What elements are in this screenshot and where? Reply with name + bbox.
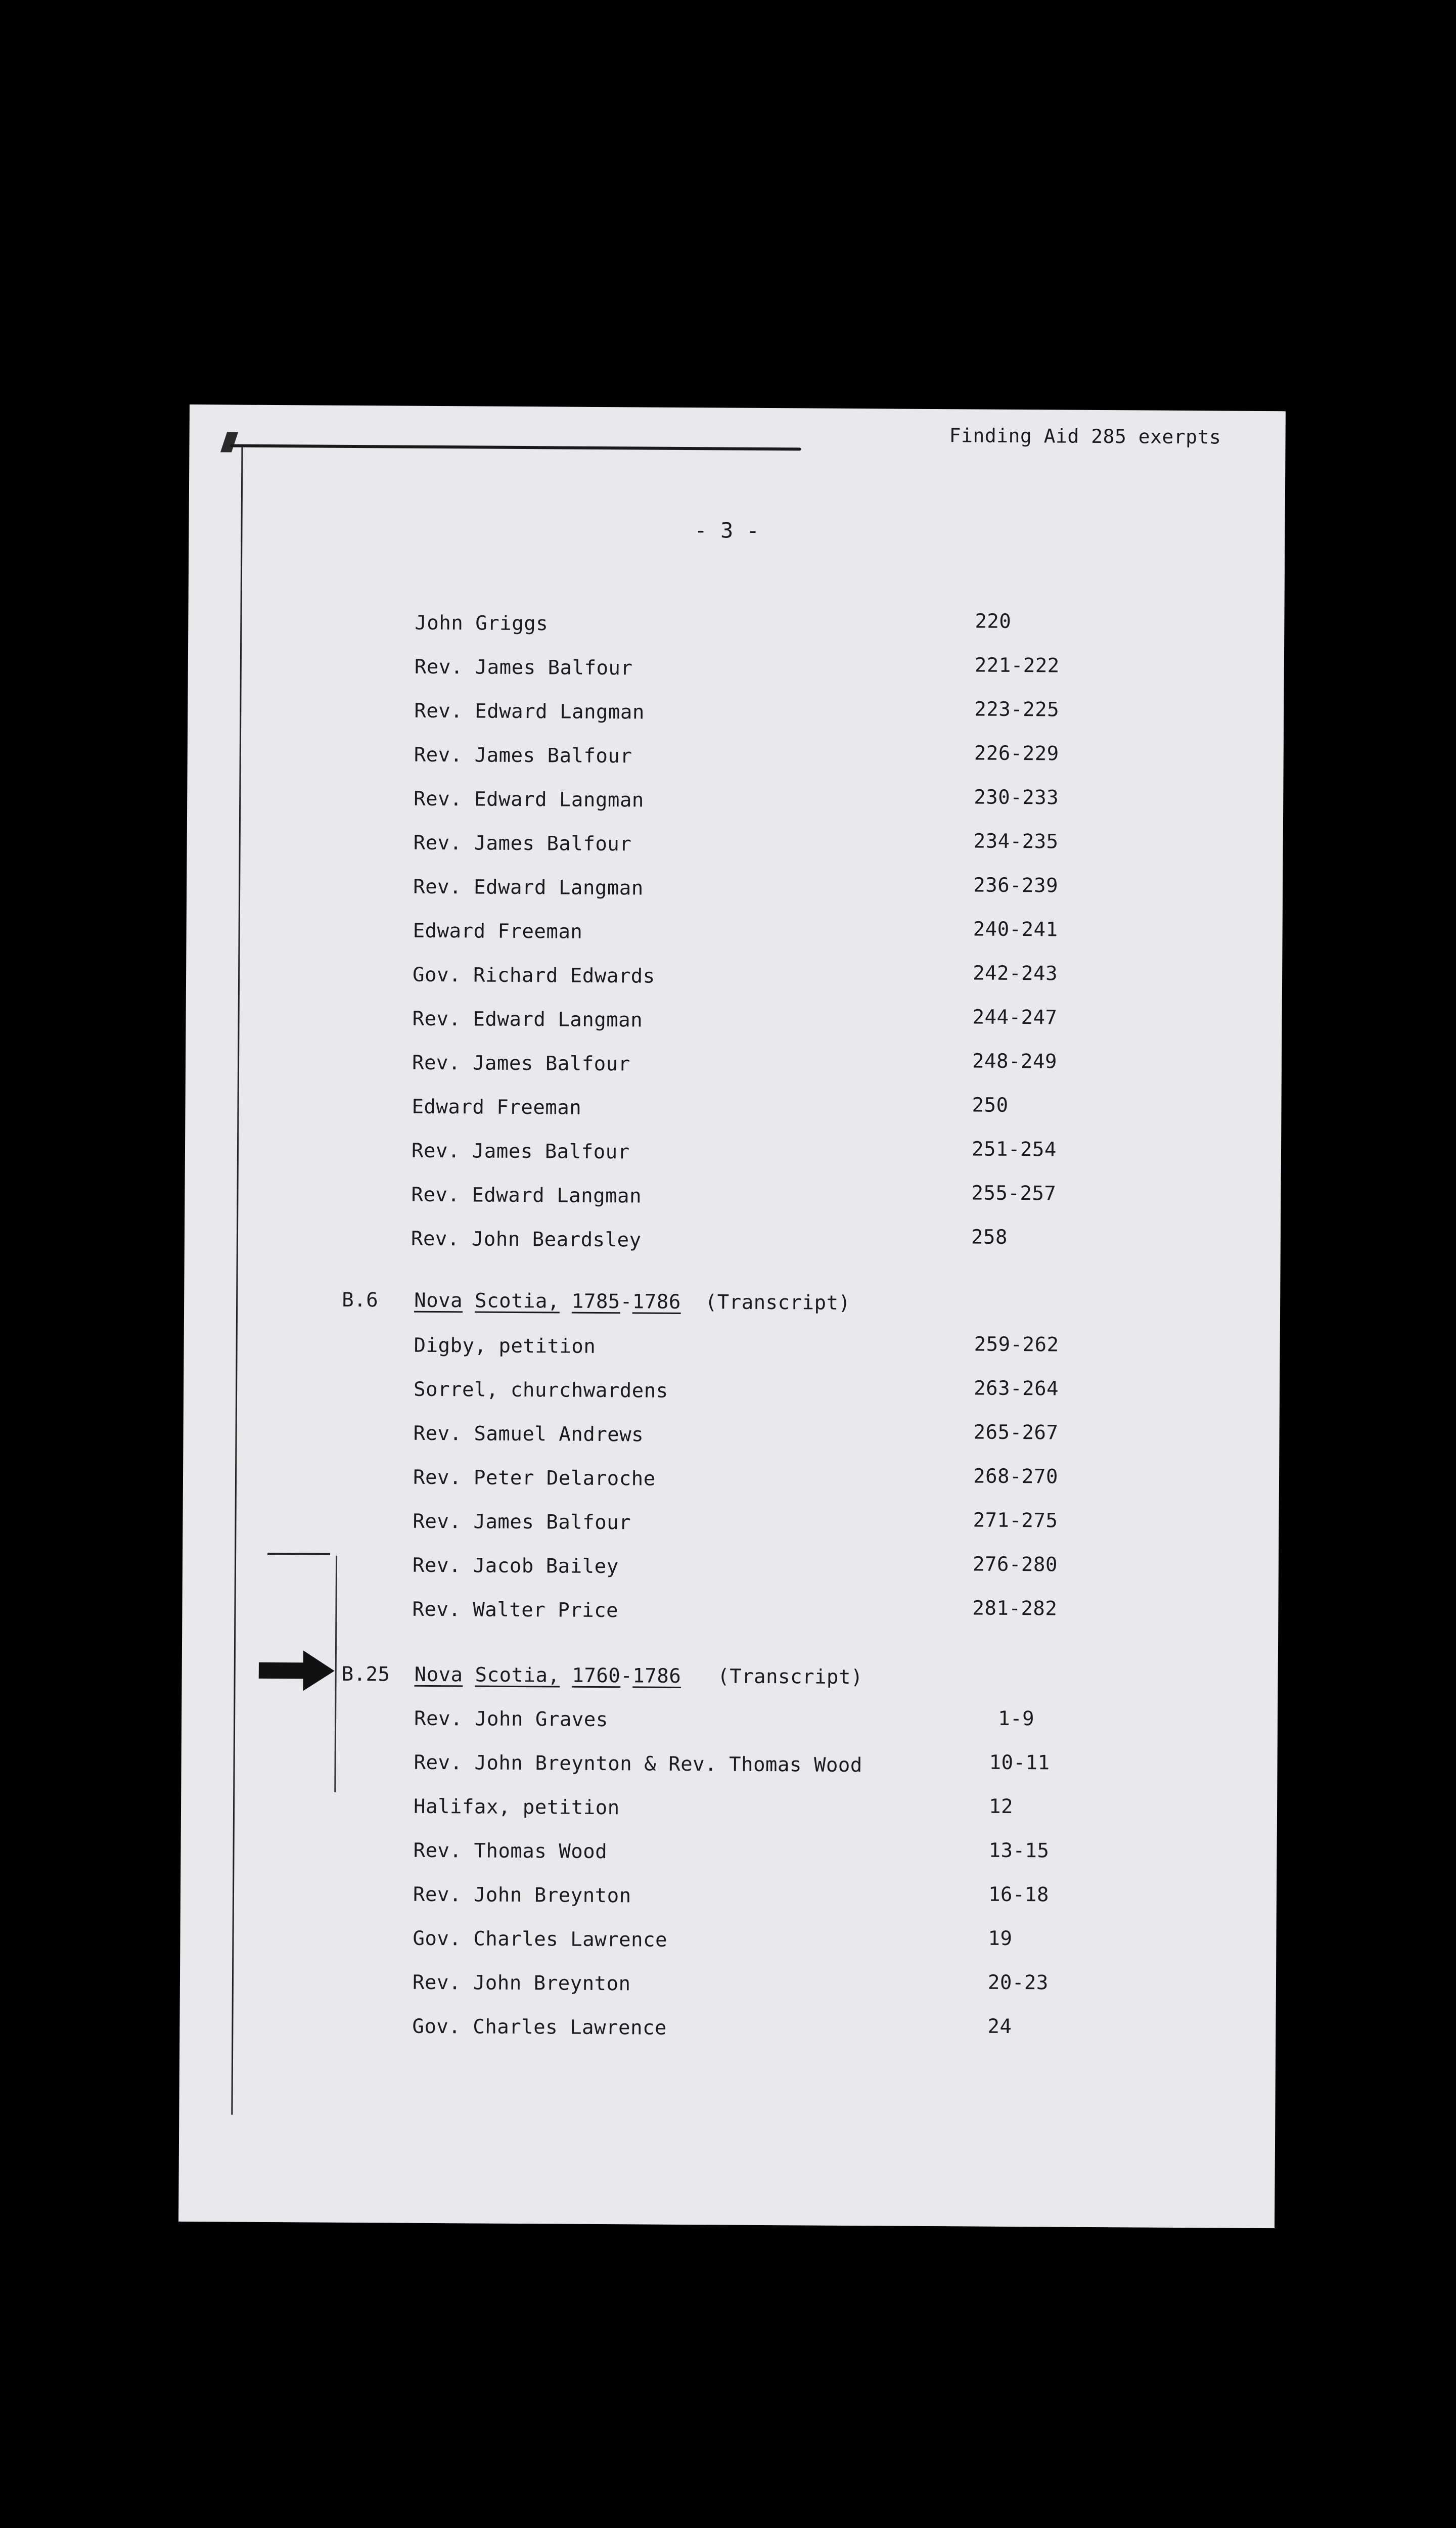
entry-name: Rev. Edward Langman	[414, 699, 645, 724]
entry-name: Edward Freeman	[412, 1095, 582, 1119]
section-code: B.25	[341, 1662, 390, 1686]
heading-year-start: 1785	[571, 1290, 620, 1314]
entry-name: Rev. James Balfour	[412, 1051, 630, 1076]
corner-mark	[220, 432, 238, 452]
entry-pages: 226-229	[974, 742, 1059, 765]
heading-year-start: 1760	[572, 1664, 621, 1688]
entry-pages: 20-23	[987, 1971, 1049, 1995]
entry-name: Edward Freeman	[413, 919, 583, 943]
margin-bracket-line	[334, 1556, 337, 1792]
entry-pages: 240-241	[973, 918, 1058, 941]
entry-pages: 24	[987, 2015, 1012, 2038]
entry-pages: 236-239	[973, 874, 1059, 897]
left-margin-rule	[231, 446, 243, 2115]
heading-place: Nova	[414, 1289, 463, 1313]
entry-name: Rev. James Balfour	[413, 831, 632, 856]
entry-name: Gov. Richard Edwards	[412, 963, 655, 988]
entry-pages: 281-282	[972, 1597, 1058, 1620]
entry-name: John Griggs	[415, 611, 549, 636]
finding-aid-reference: Finding Aid 285 exerpts	[949, 424, 1221, 448]
entry-name: Rev. Edward Langman	[411, 1183, 642, 1208]
entry-name: Rev. John Graves	[414, 1707, 608, 1732]
entry-name: Rev. Edward Langman	[412, 1007, 643, 1032]
entry-name: Rev. Edward Langman	[413, 875, 644, 900]
heading-dash: -	[620, 1290, 632, 1314]
entry-pages: 259-262	[974, 1333, 1059, 1357]
entry-pages: 19	[988, 1927, 1013, 1950]
entry-name: Rev. Jacob Bailey	[412, 1554, 619, 1578]
entry-name: Digby, petition	[414, 1334, 596, 1358]
entry-pages: 248-249	[972, 1050, 1058, 1073]
entry-pages: 268-270	[973, 1465, 1059, 1488]
entry-pages: 12	[988, 1795, 1014, 1819]
entry-name: Rev. John Breynton & Rev. Thomas Wood	[414, 1751, 862, 1777]
heading-place: Nova	[414, 1663, 463, 1687]
entry-name: Halifax, petition	[413, 1795, 620, 1820]
entry-pages: 1-9	[998, 1707, 1035, 1731]
entry-pages: 230-233	[974, 786, 1059, 809]
entry-pages: 276-280	[972, 1553, 1058, 1576]
entry-pages: 242-243	[973, 962, 1058, 985]
entry-pages: 10-11	[989, 1751, 1050, 1775]
entry-name: Rev. Samuel Andrews	[413, 1422, 644, 1447]
margin-bracket-top	[267, 1553, 330, 1555]
entry-pages: 250	[972, 1094, 1009, 1117]
section-heading	[415, 1663, 863, 1689]
entry-pages: 251-254	[971, 1138, 1057, 1161]
document-page	[178, 404, 1286, 2228]
entry-name: Rev. John Breynton	[413, 1883, 631, 1908]
entry-pages: 263-264	[974, 1377, 1059, 1401]
right-arrow-icon	[258, 1650, 334, 1691]
entry-pages: 234-235	[973, 830, 1059, 853]
entry-pages: 16-18	[988, 1883, 1050, 1907]
heading-year-end: 1786	[632, 1290, 681, 1314]
top-rule	[230, 444, 801, 450]
heading-note: (Transcript)	[705, 1291, 851, 1315]
heading-place2: Scotia,	[475, 1663, 560, 1687]
entry-pages: 258	[971, 1226, 1008, 1249]
entry-pages: 220	[975, 610, 1012, 633]
entry-name: Rev. Thomas Wood	[413, 1839, 608, 1864]
entry-pages: 265-267	[973, 1421, 1059, 1444]
heading-dash: -	[620, 1664, 633, 1688]
heading-year-end: 1786	[632, 1664, 681, 1688]
section-heading	[414, 1289, 851, 1315]
entry-name: Sorrel, churchwardens	[413, 1378, 668, 1403]
heading-note: (Transcript)	[717, 1665, 863, 1689]
section-code: B.6	[342, 1288, 379, 1312]
entry-pages: 221-222	[974, 654, 1060, 678]
entry-name: Gov. Charles Lawrence	[413, 1927, 668, 1952]
entry-name: Rev. James Balfour	[411, 1139, 630, 1164]
page-number: - 3 -	[694, 518, 760, 543]
entry-name: Rev. Walter Price	[412, 1598, 619, 1622]
entry-name: Rev. John Beardsley	[411, 1227, 642, 1252]
entry-pages: 223-225	[974, 698, 1060, 721]
entry-name: Rev. John Breynton	[412, 1971, 631, 1996]
entry-pages: 13-15	[988, 1839, 1050, 1863]
entry-name: Rev. James Balfour	[414, 743, 632, 768]
entry-pages: 244-247	[972, 1006, 1058, 1029]
entry-name: Rev. Peter Delaroche	[413, 1466, 656, 1491]
entry-name: Rev. Edward Langman	[414, 787, 644, 812]
entry-name: Rev. James Balfour	[413, 1510, 631, 1534]
entry-pages: 271-275	[973, 1509, 1058, 1532]
entry-name: Rev. James Balfour	[414, 655, 633, 680]
heading-place2: Scotia,	[474, 1289, 560, 1313]
entry-name: Gov. Charles Lawrence	[412, 2015, 667, 2040]
entry-pages: 255-257	[971, 1182, 1057, 1205]
